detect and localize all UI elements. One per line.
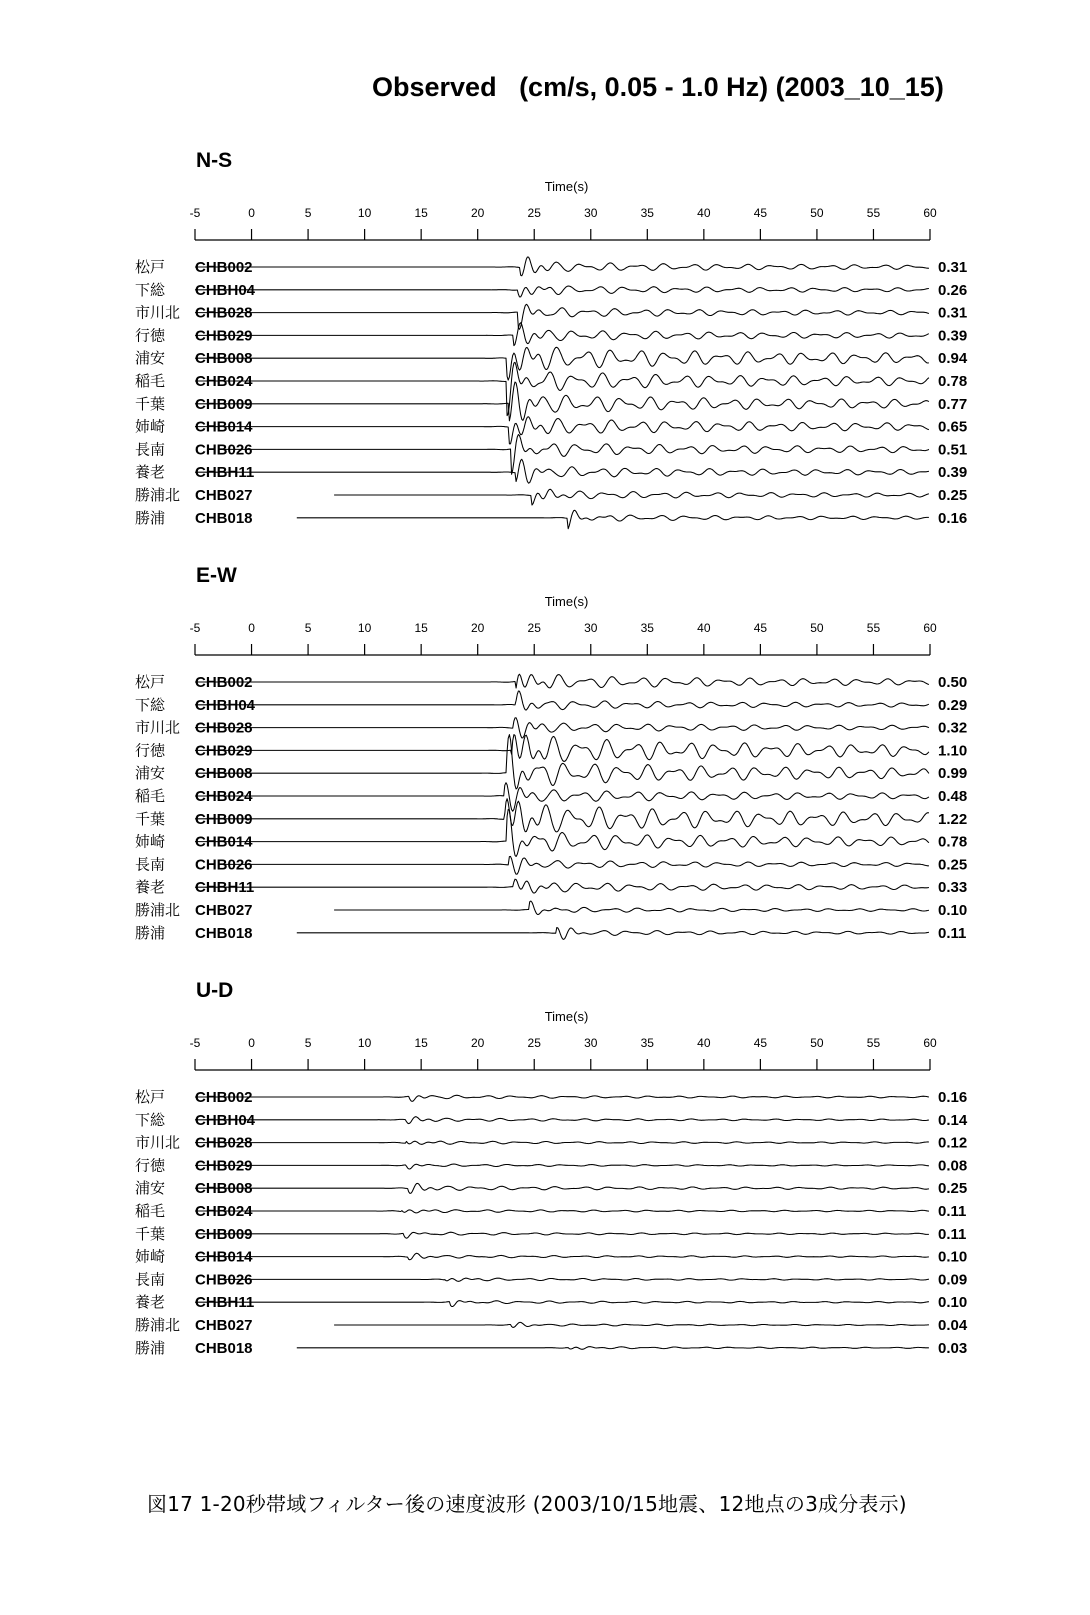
x-tick-label: 20 (471, 206, 485, 220)
max-amplitude: 0.33 (938, 879, 968, 897)
x-tick-label: -5 (189, 1036, 201, 1050)
station-name: 市川北 (135, 1134, 181, 1152)
station-row (135, 1317, 968, 1334)
station-code: CHB018 (195, 924, 253, 942)
station-name: 稲毛 (135, 1203, 166, 1220)
x-tick-label: 30 (584, 206, 598, 220)
waveform-trace (223, 856, 929, 874)
station-row (135, 382, 967, 421)
station-code: CHB008 (195, 765, 253, 783)
x-tick-label: 0 (248, 621, 255, 635)
max-amplitude: 0.25 (938, 487, 968, 504)
station-name: 千葉 (135, 395, 166, 413)
station-name: 勝浦北 (135, 902, 181, 919)
station-code: CHB029 (195, 327, 253, 345)
waveform-trace (334, 1322, 929, 1327)
waveform-trace (195, 1183, 929, 1193)
station-code: CHB029 (195, 742, 253, 760)
station-row (135, 878, 967, 896)
waveform-trace (195, 1301, 929, 1307)
station-row (135, 735, 967, 789)
waveform-trace (195, 347, 929, 380)
waveform-trace (195, 735, 929, 762)
x-tick-label: 10 (357, 1036, 372, 1050)
station-name: 勝浦北 (135, 1317, 181, 1334)
x-tick-label: 50 (810, 1036, 824, 1050)
station-code: CHB002 (195, 1089, 253, 1106)
x-tick-label: 0 (248, 1036, 255, 1050)
x-tick-label: -5 (189, 621, 201, 635)
waveform-trace (195, 1232, 929, 1238)
max-amplitude: 0.31 (938, 304, 968, 322)
station-code: CHBH04 (195, 696, 256, 714)
max-amplitude: 0.65 (938, 418, 968, 436)
station-name: 長南 (135, 441, 166, 459)
max-amplitude: 0.11 (938, 1203, 967, 1220)
station-code: CHBH11 (195, 879, 255, 897)
max-amplitude: 0.16 (938, 1089, 968, 1106)
x-tick-label: 5 (304, 621, 312, 635)
max-amplitude: 0.78 (938, 833, 968, 851)
waveform-trace (195, 304, 929, 329)
waveform-trace (195, 257, 929, 276)
station-name: 松戸 (135, 1089, 166, 1106)
station-row (135, 1112, 968, 1129)
x-tick-label: 30 (584, 621, 598, 635)
station-row (135, 510, 967, 529)
panel-u-d (135, 979, 968, 1357)
x-tick-label: 15 (414, 1036, 428, 1050)
station-name: 浦安 (135, 765, 166, 783)
x-tick-label: 35 (640, 1036, 654, 1050)
figure-caption: 図17 1-20秒帯域フィルター後の速度波形 (2003/10/15地震、12地点の3成分表示) (147, 1492, 907, 1516)
waveform-trace (195, 362, 929, 415)
figure-title: Observed (cm/s, 0.05 - 1.0 Hz) (2003_10_15) (372, 72, 944, 102)
station-code: CHB028 (195, 719, 253, 737)
max-amplitude: 0.10 (938, 1294, 968, 1312)
station-row (135, 435, 967, 475)
x-tick-label: -5 (189, 206, 201, 220)
station-name: 勝浦 (135, 509, 166, 527)
station-code: CHB024 (195, 373, 253, 390)
station-row (135, 674, 967, 691)
waveform-trace (334, 489, 929, 505)
max-amplitude: 1.22 (938, 810, 968, 828)
waveform-trace (195, 1095, 929, 1101)
waveform-trace (195, 382, 929, 421)
x-tick-label: 30 (584, 1036, 598, 1050)
waveform-trace (223, 435, 929, 475)
station-row (135, 901, 967, 919)
station-row (135, 1340, 967, 1357)
x-axis-label: Time(s) (544, 1009, 589, 1024)
panel-title: U-D (196, 979, 234, 1002)
max-amplitude: 0.25 (938, 856, 968, 874)
station-row (135, 323, 967, 346)
station-row (135, 459, 967, 483)
station-row (135, 1203, 966, 1220)
station-row (135, 856, 967, 874)
max-amplitude: 0.51 (938, 441, 968, 459)
max-amplitude: 0.31 (938, 259, 968, 276)
max-amplitude: 0.16 (938, 509, 968, 527)
station-row (135, 282, 967, 299)
x-tick-label: 0 (248, 206, 255, 220)
max-amplitude: 1.10 (938, 742, 968, 760)
station-row (135, 1293, 967, 1311)
station-code: CHB008 (195, 350, 253, 368)
station-row (135, 799, 967, 832)
x-tick-label: 45 (753, 1036, 768, 1050)
station-name: 勝浦 (135, 1339, 166, 1357)
panel-title: N-S (196, 149, 233, 172)
waveform-trace (195, 417, 929, 444)
station-name: 浦安 (135, 1180, 166, 1198)
x-axis-label: Time(s) (544, 179, 589, 194)
station-code: CHB026 (195, 441, 253, 459)
max-amplitude: 0.48 (938, 788, 968, 805)
station-name: 勝浦 (135, 924, 166, 942)
x-tick-label: 50 (810, 206, 824, 220)
x-tick-label: 10 (357, 621, 372, 635)
station-name: 下総 (135, 1111, 166, 1129)
station-name: 松戸 (135, 259, 166, 276)
station-name: 千葉 (135, 1225, 166, 1243)
station-row (135, 718, 967, 738)
station-row (135, 1089, 967, 1106)
station-name: 長南 (135, 856, 166, 874)
waveform-trace (195, 879, 929, 893)
panel-n-s (135, 149, 968, 529)
x-tick-label: 35 (640, 206, 654, 220)
waveform-trace (195, 783, 929, 812)
station-row (135, 1135, 967, 1152)
max-amplitude: 0.77 (938, 395, 968, 413)
x-tick-label: 20 (471, 1036, 485, 1050)
station-code: CHBH11 (195, 464, 255, 482)
x-tick-label: 50 (810, 621, 824, 635)
station-row (135, 691, 967, 714)
station-name: 市川北 (135, 304, 181, 322)
max-amplitude: 0.25 (938, 1180, 968, 1198)
waveform-trace (223, 1278, 929, 1281)
max-amplitude: 0.39 (938, 327, 968, 345)
station-code: CHB026 (195, 1271, 253, 1289)
max-amplitude: 0.39 (938, 464, 968, 482)
x-tick-label: 60 (923, 1036, 937, 1050)
station-code: CHB009 (195, 1225, 253, 1243)
station-code: CHB009 (195, 810, 253, 828)
station-name: 下総 (135, 281, 166, 299)
station-row (135, 417, 967, 444)
x-tick-label: 55 (866, 621, 881, 635)
station-name: 姉崎 (135, 418, 166, 436)
max-amplitude: 0.08 (938, 1157, 968, 1175)
x-tick-label: 25 (527, 206, 541, 220)
x-tick-label: 55 (866, 1036, 881, 1050)
max-amplitude: 0.03 (938, 1339, 968, 1357)
x-tick-label: 60 (923, 206, 937, 220)
station-code: CHBH04 (195, 1111, 256, 1129)
waveform-trace (195, 1117, 929, 1124)
station-code: CHB002 (195, 259, 253, 276)
x-tick-label: 35 (640, 621, 654, 635)
max-amplitude: 0.14 (938, 1111, 968, 1129)
x-tick-label: 45 (753, 621, 768, 635)
station-name: 行徳 (135, 1157, 166, 1175)
station-name: 姉崎 (135, 1248, 166, 1266)
station-name: 下総 (135, 696, 166, 714)
station-code: CHB009 (195, 395, 253, 413)
waveform-trace (195, 1210, 929, 1213)
waveform-trace (297, 510, 929, 528)
station-name: 稲毛 (135, 788, 166, 805)
station-name: 浦安 (135, 350, 166, 368)
station-code: CHB028 (195, 1134, 253, 1152)
waveform-trace (195, 674, 929, 688)
max-amplitude: 0.78 (938, 373, 968, 390)
station-code: CHB018 (195, 1339, 253, 1357)
waveform-trace (195, 1141, 929, 1144)
x-tick-label: 15 (414, 206, 428, 220)
waveform-trace (334, 901, 929, 915)
station-name: 勝浦北 (135, 487, 181, 504)
station-row (135, 735, 967, 762)
waveform-trace (297, 928, 929, 940)
waveform-trace (195, 799, 929, 832)
max-amplitude: 0.50 (938, 674, 968, 691)
x-tick-label: 25 (527, 1036, 541, 1050)
waveform-trace (195, 718, 929, 738)
x-tick-label: 10 (357, 206, 372, 220)
x-tick-label: 25 (527, 621, 541, 635)
station-name: 姉崎 (135, 833, 166, 851)
x-tick-label: 5 (304, 206, 312, 220)
x-tick-label: 5 (304, 1036, 312, 1050)
max-amplitude: 0.12 (938, 1134, 968, 1152)
max-amplitude: 0.10 (938, 902, 968, 919)
waveform-trace (195, 459, 929, 483)
x-tick-label: 15 (414, 621, 428, 635)
max-amplitude: 0.29 (938, 696, 968, 714)
x-axis-label: Time(s) (544, 594, 589, 609)
station-name: 養老 (135, 464, 166, 482)
waveform-trace (195, 323, 929, 346)
max-amplitude: 0.26 (938, 281, 968, 299)
station-code: CHB024 (195, 788, 253, 805)
max-amplitude: 0.11 (938, 1225, 967, 1243)
panel-title: E-W (196, 564, 237, 587)
station-name: 市川北 (135, 719, 181, 737)
max-amplitude: 0.94 (938, 350, 968, 368)
station-code: CHB018 (195, 509, 253, 527)
station-row (135, 1225, 966, 1243)
x-tick-label: 40 (697, 1036, 711, 1050)
station-row (135, 1271, 967, 1288)
waveform-trace (195, 691, 929, 710)
max-amplitude: 0.11 (938, 924, 967, 942)
station-row (135, 1180, 967, 1197)
station-code: CHB027 (195, 902, 253, 919)
station-name: 養老 (135, 879, 166, 897)
station-row (135, 1157, 967, 1174)
x-tick-label: 45 (753, 206, 768, 220)
station-name: 養老 (135, 1294, 166, 1312)
panel-e-w (135, 564, 967, 942)
station-row (135, 487, 967, 505)
station-code: CHB026 (195, 856, 253, 874)
x-tick-label: 40 (697, 621, 711, 635)
max-amplitude: 0.04 (938, 1317, 968, 1334)
waveform-trace (195, 286, 929, 297)
station-code: CHB014 (195, 833, 253, 851)
x-tick-label: 20 (471, 621, 485, 635)
x-tick-label: 55 (866, 206, 881, 220)
max-amplitude: 0.10 (938, 1248, 968, 1266)
station-row (135, 257, 967, 276)
station-code: CHB028 (195, 304, 253, 322)
station-row (135, 925, 966, 942)
station-code: CHB029 (195, 1157, 253, 1175)
station-name: 稲毛 (135, 373, 166, 390)
station-row (135, 783, 967, 812)
station-code: CHBH04 (195, 281, 256, 299)
max-amplitude: 0.99 (938, 765, 968, 783)
station-name: 行徳 (135, 742, 166, 760)
station-code: CHB014 (195, 418, 253, 436)
waveform-trace (195, 1164, 929, 1169)
station-row (135, 304, 967, 329)
station-name: 行徳 (135, 327, 166, 345)
station-row (135, 1248, 967, 1266)
station-code: CHBH11 (195, 1294, 255, 1312)
station-name: 千葉 (135, 810, 166, 828)
max-amplitude: 0.09 (938, 1271, 968, 1289)
station-code: CHB014 (195, 1248, 253, 1266)
station-row (135, 347, 968, 380)
station-code: CHB027 (195, 487, 253, 504)
waveform-trace (195, 1253, 929, 1260)
waveform-trace (195, 735, 929, 789)
x-tick-label: 40 (697, 206, 711, 220)
station-name: 松戸 (135, 674, 166, 691)
max-amplitude: 0.32 (938, 719, 968, 737)
station-code: CHB024 (195, 1203, 253, 1220)
station-name: 長南 (135, 1271, 166, 1289)
station-code: CHB027 (195, 1317, 253, 1334)
x-tick-label: 60 (923, 621, 937, 635)
waveform-trace (297, 1347, 929, 1350)
station-code: CHB008 (195, 1180, 253, 1198)
station-code: CHB002 (195, 674, 253, 691)
